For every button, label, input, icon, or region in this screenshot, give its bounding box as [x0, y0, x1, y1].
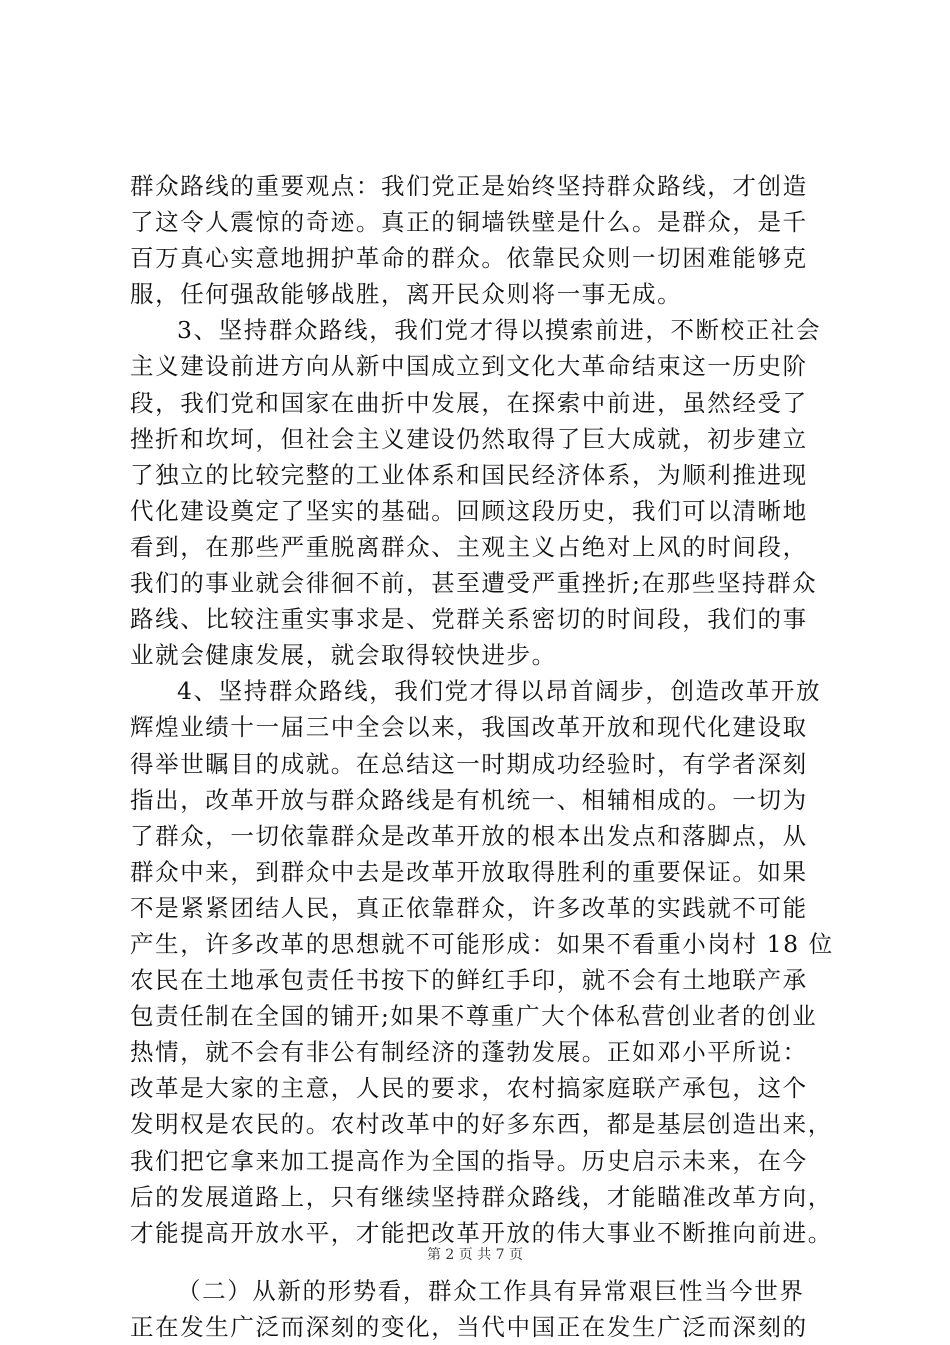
- page-footer: [0, 1244, 950, 1264]
- text-line: 路线、比较注重实事求是、党群关系密切的时间段，我们的事: [130, 605, 808, 634]
- text-line: 我们把它拿来加工提高作为全国的指导。历史启示未来，在今: [130, 1146, 808, 1175]
- text-line: 代化建设奠定了坚实的基础。回顾这段历史，我们可以清晰地: [130, 496, 808, 525]
- text-line: 热情，就不会有非公有制经济的蓬勃发展。正如邓小平所说：: [130, 1038, 808, 1067]
- text-line: 看到，在那些严重脱离群众、主观主义占绝对上风的时间段，: [130, 532, 808, 561]
- text-line: 了这令人震惊的奇迹。真正的铜墙铁壁是什么。是群众，是千: [130, 208, 808, 237]
- section-heading-line: （二）从新的形势看，群众工作具有异常艰巨性当今世界: [177, 1276, 805, 1305]
- text-line: 指出，改革开放与群众路线是有机统一、相辅相成的。一切为: [130, 785, 808, 814]
- paragraph-start-line: 4、坚持群众路线，我们党才得以昂首阔步，创造改革开放: [177, 677, 822, 706]
- text-line: 群众路线的重要观点：我们党正是始终坚持群众路线，才创造: [130, 172, 808, 200]
- text-line: 得举世瞩目的成就。在总结这一时期成功经验时，有学者深刻: [130, 749, 808, 778]
- page-number: 第 2 页 共 7 页: [426, 1247, 524, 1263]
- text-line: 发明权是农民的。农村改革中的好多东西，都是基层创造出来，: [130, 1110, 833, 1139]
- text-line: 百万真心实意地拥护革命的群众。依靠民众则一切困难能够克: [130, 244, 808, 273]
- text-line: 我们的事业就会徘徊不前，甚至遭受严重挫折;在那些坚持群众: [130, 569, 818, 598]
- text-line: 业就会健康发展，就会取得较快进步。: [130, 641, 557, 670]
- text-line: 挫折和坎坷，但社会主义建设仍然取得了巨大成就，初步建立: [130, 424, 808, 453]
- text-line: 正在发生广泛而深刻的变化，当代中国正在发生广泛而深刻的: [130, 1312, 808, 1341]
- text-line: 不是紧紧团结人民，真正依靠群众，许多改革的实践就不可能: [130, 893, 808, 922]
- text-line: 产生，许多改革的思想就不可能形成：如果不看重小岗村 18 位: [130, 929, 834, 958]
- text-line: 包责任制在全国的铺开;如果不尊重广大个体私营创业者的创业: [130, 1002, 818, 1031]
- text-line: 后的发展道路上，只有继续坚持群众路线，才能瞄准改革方向，: [130, 1182, 833, 1211]
- text-line: 群众中来，到群众中去是改革开放取得胜利的重要保证。如果: [130, 857, 808, 886]
- text-line: 辉煌业绩十一届三中全会以来，我国改革开放和现代化建设取: [130, 713, 808, 742]
- text-line: 才能提高开放水平，才能把改革开放的伟大事业不断推向前进。: [130, 1218, 833, 1247]
- text-line: 农民在土地承包责任书按下的鲜红手印，就不会有土地联产承: [130, 966, 808, 995]
- text-line: 改革是大家的主意，人民的要求，农村搞家庭联产承包，这个: [130, 1074, 808, 1103]
- text-line: 了群众，一切依靠群众是改革开放的根本出发点和落脚点，从: [130, 821, 808, 850]
- paragraph-start-line: 3、坚持群众路线，我们党才得以摸索前进，不断校正社会: [177, 316, 822, 345]
- document-body: [130, 168, 835, 1345]
- text-line: 段，我们党和国家在曲折中发展，在探索中前进，虽然经受了: [130, 388, 808, 417]
- text-line: 主义建设前进方向从新中国成立到文化大革命结束这一历史阶: [130, 352, 808, 381]
- text-line: 服，任何强敌能够战胜，离开民众则将一事无成。: [130, 280, 683, 309]
- text-line: 了独立的比较完整的工业体系和国民经济体系，为顺利推进现: [130, 460, 808, 489]
